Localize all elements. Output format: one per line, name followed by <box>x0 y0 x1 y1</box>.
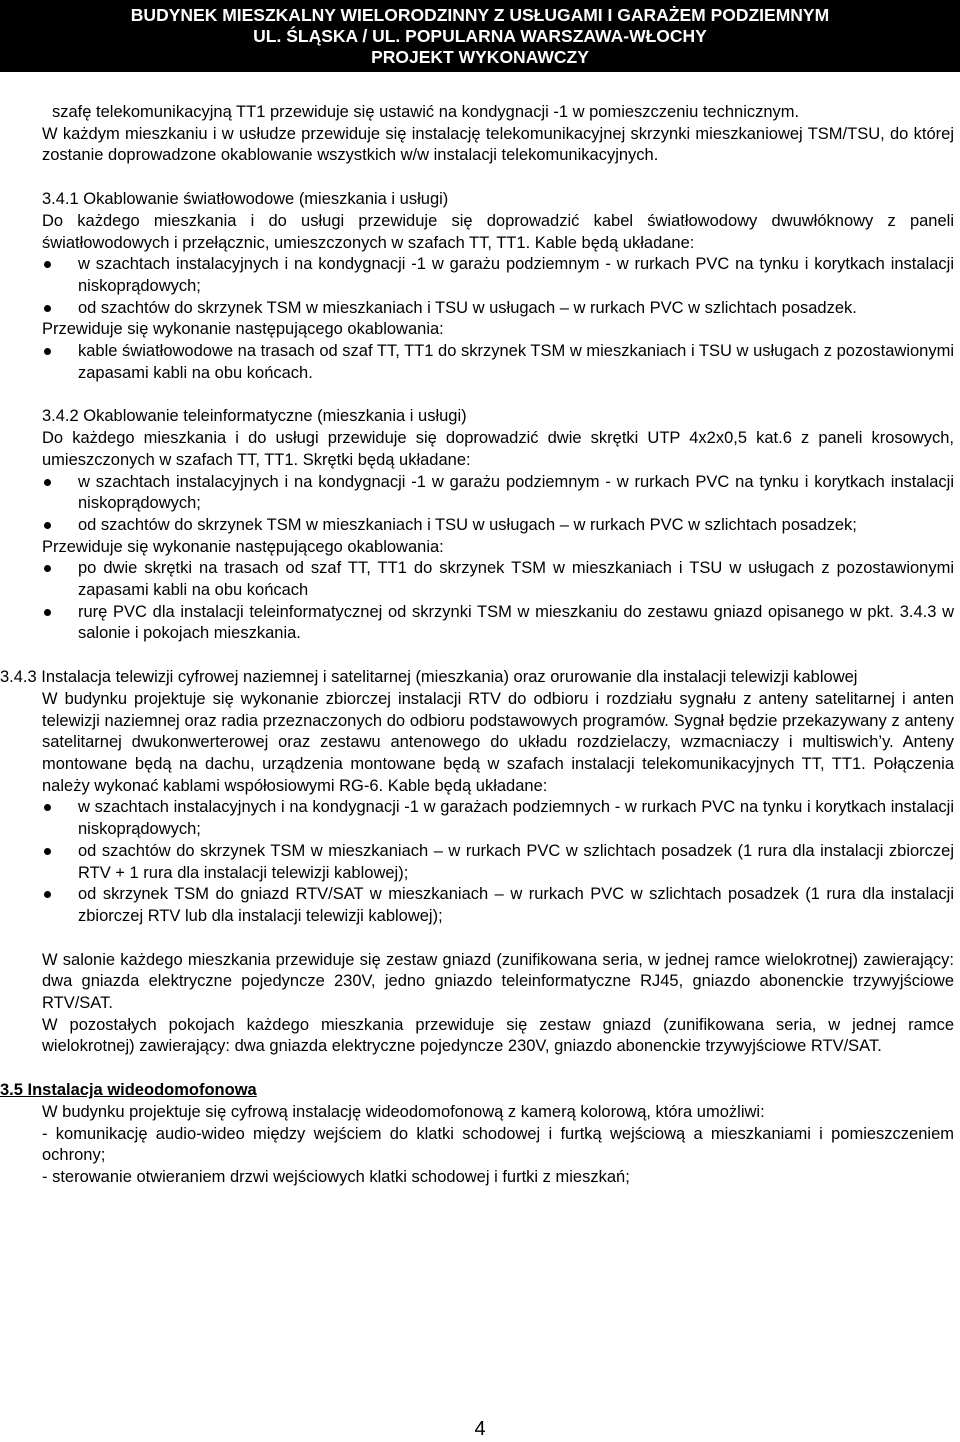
list-item: w szachtach instalacyjnych i na kondygnacji -1 w garażach podziemnych - w rurkach PVC na tynku i korytkach instalacji niskoprądowych; <box>42 797 954 840</box>
section-3-4-2-heading: 3.4.2 Okablowanie teleinformatyczne (mieszkania i usługi) <box>42 407 467 426</box>
intro-paragraph-1: szafę telekomunikacyjną TT1 przewiduje się ustawić na kondygnacji -1 w pomieszczeniu technicznym. <box>52 103 800 121</box>
list-item: od szachtów do skrzynek TSM w mieszkaniach i TSU w usługach – w rurkach PVC w szlichtach posadzek; <box>42 515 954 537</box>
section-3-5-paragraph: W budynku projektuje się cyfrową instalację wideodomofonową z kamerą kolorową, która umożliwi: <box>42 1102 765 1121</box>
section-3-4-1-list-2 <box>42 341 954 384</box>
document-body <box>0 102 954 1189</box>
header-title: BUDYNEK MIESZKALNY WIELORODZINNY Z USŁUGAMI I GARAŻEM PODZIEMNYM <box>130 5 830 25</box>
list-item: w szachtach instalacyjnych i na kondygnacji -1 w garażu podziemnym - w rurkach PVC na tynku i korytkach instalacji niskoprądowych; <box>42 254 954 297</box>
section-3-4-2-paragraph-2: Przewiduje się wykonanie następującego okablowania: <box>42 537 444 556</box>
list-item: w szachtach instalacyjnych i na kondygnacji -1 w garażu podziemnym - w rurkach PVC na tynku i korytkach instalacji niskoprądowych; <box>42 472 954 515</box>
section-3-4-2-paragraph: Do każdego mieszkania i do usługi przewiduje się doprowadzić dwie skrętki UTP 4x2x0,5 kat.6 z paneli krosowych, umieszczonych w szafach TT, TT1. Skrętki będą układane: <box>42 429 954 469</box>
section-3-4-3-paragraph-2: W salonie każdego mieszkania przewiduje się zestaw gniazd (zunifikowana seria, w jednej ramce wielokrotnej) zawierający: dwa gniazda elektryczne pojedyncze 230V, jedno gniazdo teleinformatyczne RJ45, gniazdo abonenckie trzywyjściowe RTV/SAT. <box>42 950 954 1013</box>
header-subtitle: PROJEKT WYKONAWCZY <box>371 47 589 67</box>
list-item: od szachtów do skrzynek TSM w mieszkaniach i TSU w usługach – w rurkach PVC w szlichtach posadzek. <box>42 298 954 320</box>
section-3-4-1-list <box>42 254 954 319</box>
list-item: od skrzynek TSM do gniazd RTV/SAT w mieszkaniach – w rurkach PVC w szlichtach posadzek (1 rura dla instalacji zbiorczej RTV lub dla instalacji telewizji kablowej); <box>42 884 954 927</box>
section-3-4-2-list-2 <box>42 558 954 645</box>
section-3-4-1-paragraph-2: Przewiduje się wykonanie następującego okablowania: <box>42 320 444 339</box>
section-3-4-3-heading: 3.4.3 Instalacja telewizji cyfrowej naziemnej i satelitarnej (mieszkania) oraz orurowanie dla instalacji telewizji kablowej <box>0 668 858 687</box>
section-3-5-item-2: - sterowanie otwieraniem drzwi wejściowych klatki schodowej i furtki z mieszkań; <box>42 1167 630 1186</box>
section-3-4-3-list <box>42 797 954 927</box>
document-header <box>0 0 960 72</box>
section-3-4-2-list <box>42 472 954 537</box>
section-3-4-1-paragraph: Do każdego mieszkania i do usługi przewiduje się doprowadzić kabel światłowodowy dwuwłóknowy z paneli światłowodowych i przełącznic, umieszczonych w szafach TT, TT1. Kable będą układane: <box>42 211 954 252</box>
list-item: po dwie skrętki na trasach od szaf TT, TT1 do skrzynek TSM w mieszkaniach i TSU w usługach z pozostawionymi zapasami kabli na obu końcach <box>42 558 954 601</box>
list-item: od szachtów do skrzynek TSM w mieszkaniach – w rurkach PVC w szlichtach posadzek (1 rura dla instalacji zbiorczej RTV + 1 rura dla instalacji telewizji kablowej); <box>42 841 954 884</box>
page-number: 4 <box>474 1418 486 1440</box>
list-item: rurę PVC dla instalacji teleinformatycznej od skrzynki TSM w mieszkaniu do zestawu gniazd opisanego w pkt. 3.4.3 w salonie i pokojach mieszkania. <box>42 602 954 645</box>
list-item: kable światłowodowe na trasach od szaf TT, TT1 do skrzynek TSM w mieszkaniach i TSU w usługach z pozostawionymi zapasami kabli na obu końcach. <box>42 341 954 384</box>
section-3-5-heading: 3.5 Instalacja wideodomofonowa <box>0 1081 257 1100</box>
intro-paragraph-2: W każdym mieszkaniu i w usłudze przewiduje się instalację telekomunikacyjnej skrzynki mieszkaniowej TSM/TSU, do której zostanie doprowadzone okablowanie wszystkich w/w instalacji telekomunikacyjnych. <box>42 124 954 165</box>
section-3-4-1-heading: 3.4.1 Okablowanie światłowodowe (mieszkania i usługi) <box>42 190 449 209</box>
section-3-4-3-paragraph-3: W pozostałych pokojach każdego mieszkania przewiduje się zestaw gniazd (zunifikowana seria, w jednej ramce wielokrotnej) zawierający: dwa gniazda elektryczne pojedyncze 230V, gniazdo abonenckie trzywyjściowe RTV/SAT. <box>42 1015 954 1056</box>
section-3-5-item-1: - komunikację audio-wideo między wejściem do klatki schodowej i furtką wejściową a mieszkaniami i pomieszczeniem ochrony; <box>42 1124 954 1165</box>
header-address: UL. ŚLĄSKA / UL. POPULARNA WARSZAWA-WŁOCHY <box>253 26 707 46</box>
section-3-4-3-paragraph: W budynku projektuje się wykonanie zbiorczej instalacji RTV do odbioru i rozdziału sygnału z anteny satelitarnej i anten telewizji naziemnej oraz radia przeznaczonych do odbioru podstawowych programów. Sygnał będzie przekazywany z anteny satelitarnej dwukonwerterowej oraz zestawu antenowego do układu rozdzielaczy, wzmacniaczy i multiswich’y. Anteny montowane będą na dachu, urządzenia montowane będą w szafach instalacji telekomunikacyjnych TT, TT1. Połączenia należy wykonać kablami współosiowymi RG-6. Kable będą układane: <box>42 689 954 795</box>
